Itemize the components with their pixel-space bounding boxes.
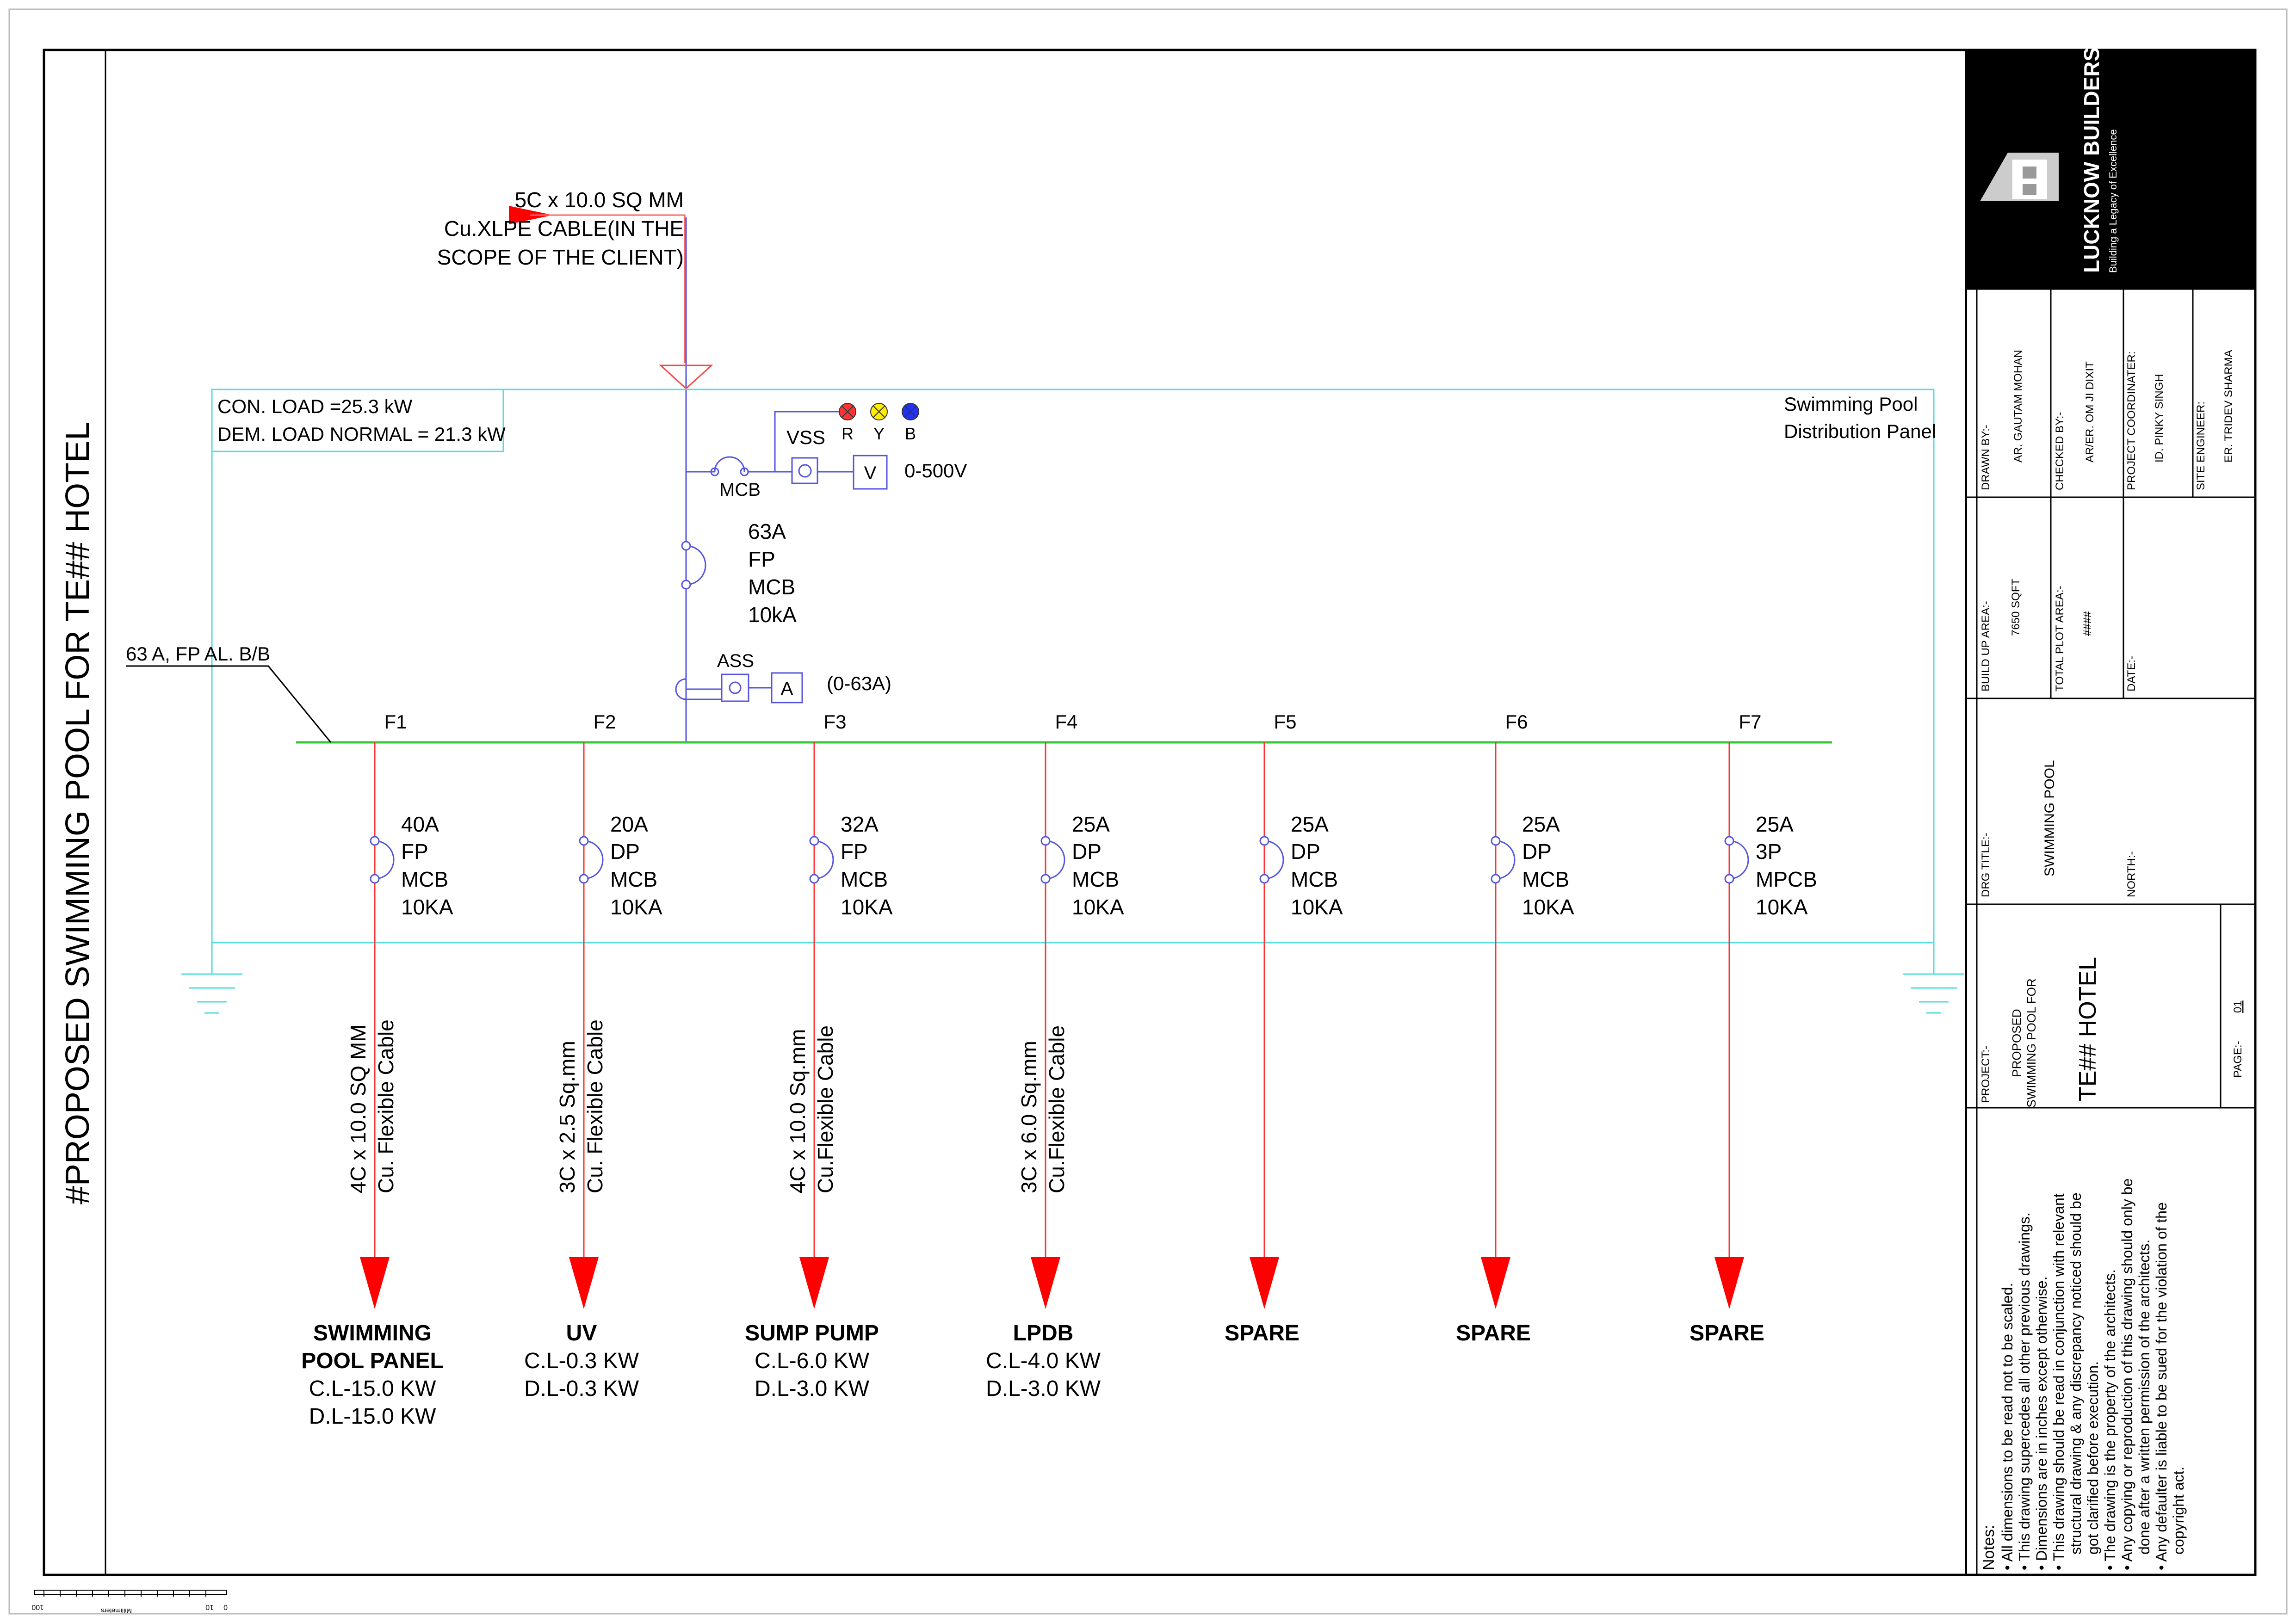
drawing-frame	[44, 50, 2255, 1575]
feeder-id: F7	[1739, 711, 1762, 733]
earth-right	[1903, 943, 1964, 1013]
breaker-terminal	[1260, 875, 1269, 883]
feeder-rating: 25A	[1522, 812, 1560, 836]
feeder-breaker-symbol	[375, 841, 394, 879]
north-label: NORTH:-	[2125, 851, 2138, 897]
feeder-breaker-type: MCB	[1291, 867, 1338, 891]
feeder-arrow	[1714, 1257, 1744, 1309]
project-name: TE## HOTEL	[2074, 957, 2101, 1102]
phase-b-label: B	[904, 424, 916, 443]
feeder-id: F6	[1505, 711, 1528, 733]
feeder-breaker-type: MCB	[610, 867, 658, 891]
feeder-breaker-symbol	[584, 841, 603, 879]
feeder-load-line: SPARE	[1690, 1321, 1764, 1345]
scale-left: 100	[31, 1603, 44, 1611]
feeder-breaker-type: MCB	[841, 867, 888, 891]
feeder-load-line: D.L-3.0 KW	[754, 1376, 870, 1401]
feeder-id: F1	[384, 711, 407, 733]
vss-branch	[686, 412, 887, 489]
checked-by-label: CHECKED BY:-	[2054, 412, 2066, 490]
feeder-load-line: C.L-0.3 KW	[524, 1349, 639, 1373]
feeder-cable-size: 3C x 2.5 Sq.mm	[555, 1041, 579, 1193]
feeder-breaking: 10KA	[401, 895, 453, 919]
feeder-load-line: C.L-15.0 KW	[309, 1376, 436, 1401]
breaker-terminal	[1491, 875, 1500, 883]
breaker-terminal	[1725, 837, 1733, 845]
note-line: • This drawing should be read in conjunction with relevant	[2050, 1193, 2067, 1570]
site-engineer: ER. TRIDEV SHARMA	[2222, 350, 2235, 463]
breaker-terminal	[1725, 875, 1733, 883]
breaker-terminal	[810, 837, 818, 845]
breaker-terminal	[1041, 875, 1050, 883]
feeder-load-line: POOL PANEL	[301, 1349, 444, 1373]
connected-load: CON. LOAD =25.3 kW	[217, 395, 413, 417]
busbar-leader	[126, 666, 331, 742]
ass-label: ASS	[717, 651, 755, 671]
notes-title: Notes:	[1980, 1524, 1998, 1570]
incomer-breaking: 10kA	[748, 603, 797, 627]
scale-ten: 10	[205, 1603, 214, 1611]
phase-indicators	[839, 403, 919, 420]
note-line: • Dimensions are in inches except otherwise.	[2033, 1276, 2050, 1570]
feeder-cable-size: 4C x 10.0 SQ MM	[346, 1024, 370, 1193]
feeder-arrow	[1481, 1257, 1510, 1309]
site-engineer-label: SITE ENGINEER:	[2195, 401, 2207, 490]
feeder-cable-type: Cu.Flexible Cable	[1045, 1025, 1069, 1193]
feeder-breaker-type: MCB	[1072, 867, 1120, 891]
feeder-breaker-symbol	[1264, 841, 1283, 879]
note-line: • Any copying or reproduction of this drawing should only be	[2119, 1178, 2135, 1570]
company-office: Office No:- 8810828933 , 9532736155	[2163, 93, 2175, 282]
feeder-load-line: LPDB	[1013, 1321, 1074, 1345]
feeder-cable-type: Cu. Flexible Cable	[374, 1019, 398, 1193]
feeders	[301, 711, 1817, 1429]
drawn-by-label: DRAWN BY:-	[1980, 425, 1992, 490]
feeder-load-line: SUMP PUMP	[745, 1321, 879, 1345]
feeder-breaking: 10KA	[1291, 895, 1343, 919]
plot-area-label: TOTAL PLOT AREA:-	[2054, 586, 2066, 691]
company-services-1: Architecture / Interior / Construction /	[2219, 85, 2232, 282]
earth-left	[181, 943, 242, 1013]
breaker-terminal	[371, 837, 379, 845]
supply-cable-line-2: Cu.XLPE CABLE(IN THE	[444, 216, 684, 241]
feeder-load-line: D.L-0.3 KW	[524, 1376, 639, 1401]
breaker-terminal	[371, 875, 379, 883]
ammeter-symbol: A	[780, 679, 793, 699]
feeder-load-line: SWIMMING	[313, 1321, 432, 1345]
feeder-cable-type: Cu.Flexible Cable	[813, 1025, 837, 1193]
demand-load: DEM. LOAD NORMAL = 21.3 kW	[217, 423, 506, 445]
feeder-arrow	[799, 1257, 829, 1309]
feeder-load-line: C.L-4.0 KW	[985, 1349, 1101, 1373]
feeder-cable-size: 4C x 10.0 Sq.mm	[786, 1029, 810, 1193]
incomer-type: MCB	[748, 575, 796, 599]
feeder-breaker-symbol	[1729, 841, 1748, 879]
drg-title-label: DRG TITLE:-	[1980, 833, 1992, 897]
feeder-arrow	[1250, 1257, 1279, 1309]
feeder-breaking: 10KA	[1072, 895, 1124, 919]
feeder-id: F5	[1274, 711, 1297, 733]
feeder-poles: FP	[401, 839, 428, 864]
feeder-id: F4	[1055, 711, 1078, 733]
feeder-rating: 25A	[1072, 812, 1110, 836]
feeder-arrow	[360, 1257, 390, 1309]
voltmeter-symbol: V	[864, 463, 877, 483]
feeder-poles: FP	[841, 839, 868, 864]
feeder-arrow	[1031, 1257, 1060, 1309]
breaker-terminal	[1491, 837, 1500, 845]
project-label: PROJECT:-	[1980, 1045, 1992, 1103]
feeder-arrow	[569, 1257, 599, 1309]
note-line: got clarified before execution.	[2085, 1361, 2101, 1555]
feeder-cable-type: Cu. Flexible Cable	[583, 1019, 607, 1193]
supply-cable-line-1: 5C x 10.0 SQ MM	[514, 188, 684, 212]
feeder-breaker-type: MPCB	[1756, 867, 1817, 891]
breaker-terminal	[810, 875, 818, 883]
vss-mcb-label: MCB	[719, 480, 761, 500]
feeder-load-line: D.L-3.0 KW	[985, 1376, 1101, 1401]
drg-title: SWIMMING POOL	[2042, 760, 2057, 876]
feeder-rating: 32A	[841, 812, 879, 836]
incomer-rating: 63A	[748, 519, 786, 543]
scale-bar	[35, 1590, 227, 1597]
company-services-2: Modular Kitchen / Wardrobe / Elevation	[2234, 76, 2246, 282]
feeder-poles: DP	[1072, 839, 1102, 864]
company-email: Email:- lucknowbuildersoffice@gmail.com	[2192, 59, 2205, 282]
feeder-cable-size: 3C x 6.0 Sq.mm	[1017, 1041, 1041, 1193]
feeder-rating: 25A	[1291, 812, 1329, 836]
panel-name-line-2: Distribution Panel	[1784, 420, 1937, 442]
notes-list	[1999, 1179, 2187, 1570]
feeder-breaking: 10KA	[1756, 895, 1808, 919]
checked-by: AR/ER. OM JI DIXIT	[2084, 361, 2096, 463]
note-line: copyright act.	[2170, 1466, 2187, 1555]
breaker-terminal	[1260, 837, 1269, 845]
company-name: LUCKNOW BUILDERS	[2079, 47, 2104, 273]
feeder-poles: DP	[610, 839, 640, 864]
scale-units: Millimeters	[101, 1607, 132, 1615]
feeder-breaking: 10KA	[841, 895, 893, 919]
voltmeter-range: 0-500V	[904, 460, 967, 481]
plot-area-value: ####	[2081, 611, 2094, 636]
feeder-load-line: SPARE	[1456, 1321, 1531, 1345]
feeder-id: F2	[593, 711, 616, 733]
company-tagline: Building a Legacy of Excellence	[2107, 129, 2119, 273]
phase-y-label: Y	[873, 424, 885, 443]
date-label: DATE:-	[2125, 656, 2138, 691]
feeder-poles: DP	[1291, 839, 1320, 864]
feeder-breaking: 10KA	[1522, 895, 1574, 919]
breaker-terminal	[580, 837, 588, 845]
scale-zero: 0	[223, 1603, 228, 1611]
note-line: • Any defaulter is liable to be sued for the violation of the	[2153, 1202, 2170, 1570]
feeder-load-line: D.L-15.0 KW	[309, 1404, 436, 1429]
feeder-breaker-symbol	[1046, 841, 1064, 879]
company-address-1: Corporate office - 5/737 ,sec.-5 ,Amar Shaheed	[2132, 49, 2145, 282]
feeder-breaker-type: MCB	[1522, 867, 1570, 891]
incomer-poles: FP	[748, 547, 775, 571]
vss-label: VSS	[786, 426, 826, 448]
build-up-label: BUILD UP AREA:-	[1980, 601, 1992, 691]
panel-name-line-1: Swimming Pool	[1784, 393, 1918, 415]
feeder-load-line: UV	[566, 1321, 597, 1345]
note-line: • This drawing supercedes all other previous drawings.	[2016, 1212, 2033, 1570]
feeder-poles: 3P	[1756, 839, 1782, 864]
coordinator-label: PROJECT COORDINATER:	[2125, 351, 2138, 490]
feeder-poles: DP	[1522, 839, 1552, 864]
company-address-2: Path, Gomti Nagar Extension, Lucknow	[2147, 88, 2160, 282]
feeder-rating: 40A	[401, 812, 439, 836]
feeder-load-line: SPARE	[1225, 1321, 1300, 1345]
note-line: done after a written permission of the architects.	[2136, 1239, 2153, 1555]
busbar-label: 63 A, FP AL. B/B	[126, 643, 271, 665]
feeder-breaking: 10KA	[610, 895, 662, 919]
supply-cable-line-3: SCOPE OF THE CLIENT)	[437, 245, 684, 269]
breaker-terminal	[1041, 837, 1050, 845]
feeder-breaker-symbol	[1496, 841, 1515, 879]
sheet-title: #PROPOSED SWIMMING POOL FOR TE## HOTEL	[59, 421, 96, 1205]
note-line: structural drawing & any discrepancy noticed should be	[2067, 1192, 2084, 1555]
note-line: • All dimensions to be read not to be scaled.	[1999, 1283, 2016, 1570]
phase-r-label: R	[842, 424, 854, 443]
feeder-rating: 20A	[610, 812, 648, 836]
coordinator: ID. PINKY SINGH	[2153, 374, 2166, 463]
drawn-by: AR. GAUTAM MOHAN	[2012, 350, 2024, 463]
project-line-2: SWIMMING POOL FOR	[2024, 978, 2038, 1108]
feeder-rating: 25A	[1756, 812, 1794, 836]
breaker-terminal	[580, 875, 588, 883]
note-line: • The drawing is the property of the architects.	[2102, 1269, 2118, 1570]
build-up-value: 7650 SQFT	[2010, 578, 2022, 636]
feeder-breaker-symbol	[814, 841, 833, 879]
project-line-1: PROPOSED	[2010, 1009, 2024, 1077]
page-number: 01	[2232, 1000, 2244, 1013]
feeder-breaker-type: MCB	[401, 867, 449, 891]
page-label: PAGE:-	[2232, 1041, 2244, 1078]
ammeter-range: (0-63A)	[827, 673, 892, 694]
feeder-id: F3	[823, 711, 847, 733]
feeder-load-line: C.L-6.0 KW	[754, 1349, 870, 1373]
